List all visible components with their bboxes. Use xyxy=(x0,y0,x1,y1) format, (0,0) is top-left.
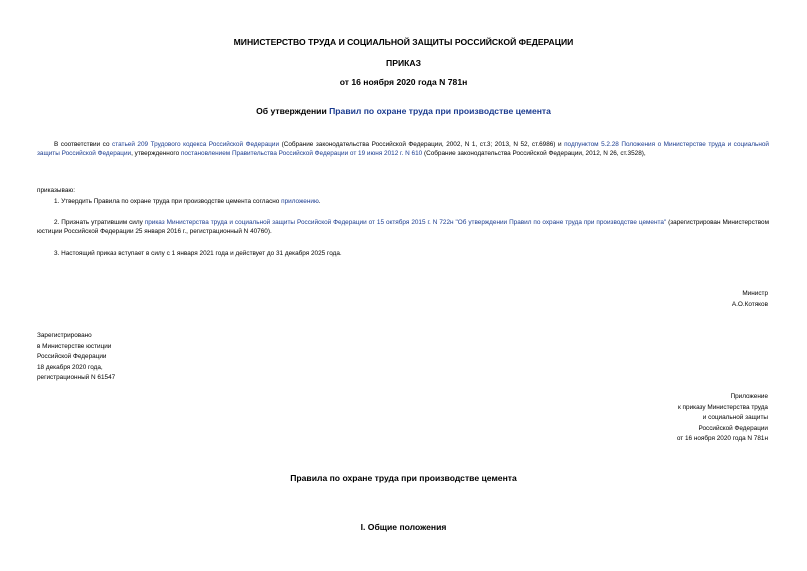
order-title-prefix: Об утверждении xyxy=(256,106,330,116)
preamble-text-2: (Собрание законодательства Российской Федерации, 2002, N 1, ст.3; 2013, N 52, ст.6986) и xyxy=(279,141,565,148)
signature-block xyxy=(732,289,768,310)
order-title xyxy=(0,106,807,116)
registration-line: Российской Федерации xyxy=(37,353,107,361)
rules-title: Правила по охране труда при производстве цемента xyxy=(290,473,517,483)
orders-word: приказываю: xyxy=(37,187,75,194)
registration-line: Зарегистрировано xyxy=(37,332,92,339)
preamble-link-regulation[interactable]: подпунктом 5.2.28 Положения о Министерстве труда и социальной защиты Российской Федерации xyxy=(37,141,770,158)
preamble-paragraph xyxy=(37,140,769,158)
preamble-text-4: (Собрание законодательства Российской Федерации, 2012, N 26, ст.3528), xyxy=(422,150,646,158)
section-1-title: I. Общие положения xyxy=(360,522,447,532)
appendix-line: и социальной защиты xyxy=(702,414,768,422)
item-2-text: 2. Признать утратившим силу xyxy=(54,219,145,226)
ministry-heading: МИНИСТЕРСТВО ТРУДА И СОЦИАЛЬНОЙ ЗАЩИТЫ РОССИЙСКОЙ ФЕДЕРАЦИИ xyxy=(233,37,574,47)
signature-name: А.О.Котяков xyxy=(731,300,768,308)
registration-line: регистрационный N 61547 xyxy=(37,374,116,382)
item-3: 3. Настоящий приказ вступает в силу с 1 января 2021 года и действует до 31 декабря 2025 года. xyxy=(54,250,342,257)
appendix-block xyxy=(677,392,768,445)
registration-line: в Министерстве юстиции xyxy=(37,342,112,350)
item-1-appendix-link[interactable]: приложению xyxy=(281,198,319,205)
appendix-line: Приложение xyxy=(730,393,768,400)
item-1-end: . xyxy=(318,198,321,205)
item-1-text: 1. Утвердить Правила по охране труда при производстве цемента согласно xyxy=(54,198,282,205)
item-1 xyxy=(54,197,321,206)
date-number: от 16 ноября 2020 года N 781н xyxy=(339,77,468,87)
item-2-end: (зарегистрирован Министерством юстиции Российской Федерации 25 января 2016 г., регистрационный N 40760). xyxy=(37,219,770,236)
item-2 xyxy=(37,218,769,236)
registration-block xyxy=(37,331,115,384)
preamble-link-resolution[interactable]: постановлением Правительства Российской Федерации от 19 июня 2012 г. N 610 xyxy=(180,150,423,158)
preamble-link-labor-code[interactable]: статьей 209 Трудового кодекса Российской Федерации xyxy=(112,141,280,148)
signature-position: Министр xyxy=(742,290,768,297)
appendix-line: к приказу Министерства труда xyxy=(677,403,768,411)
preamble-text-3: , утвержденного xyxy=(131,150,181,158)
item-2-order-link[interactable]: приказ Министерства труда и социальной защиты Российской Федерации от 15 октября 2015 г. N 722н "Об утверждении Правил по охране труда при производстве цемента" xyxy=(144,219,667,226)
appendix-line: Российской Федерации xyxy=(698,424,768,432)
appendix-line: от 16 ноября 2020 года N 781н xyxy=(676,435,768,443)
doc-type-heading: ПРИКАЗ xyxy=(386,58,421,68)
order-title-link[interactable]: Правил по охране труда при производстве цемента xyxy=(329,106,551,116)
registration-line: 18 декабря 2020 года, xyxy=(37,363,103,371)
preamble-text-1: В соответствии со xyxy=(54,141,113,148)
